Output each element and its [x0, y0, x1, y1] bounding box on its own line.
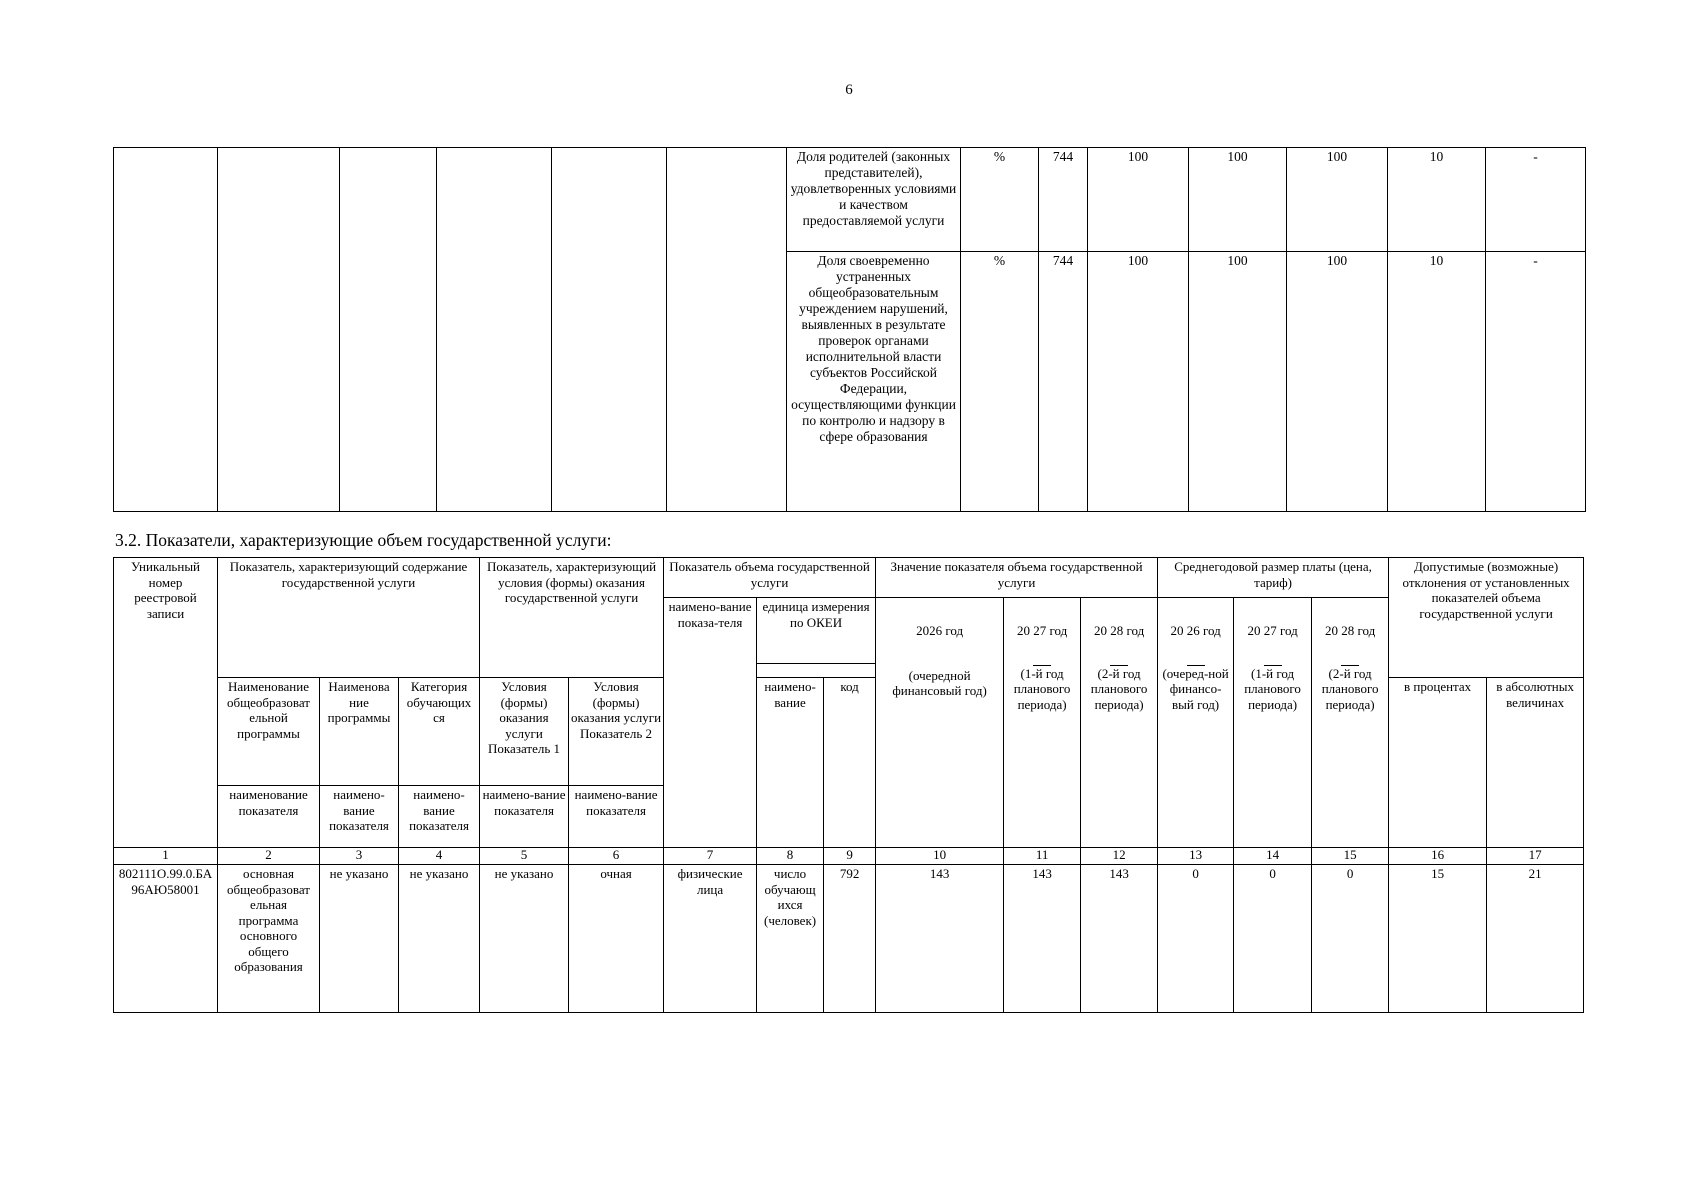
column-number: 5 [480, 848, 569, 865]
column-number: 2 [218, 848, 320, 865]
program-name: основная общеобразоват ельная программа основного общего образования [218, 865, 320, 1013]
header-row [114, 558, 1584, 598]
volume-indicators-table [113, 557, 1584, 1013]
indicator-value-2028: 100 [1287, 252, 1388, 512]
header-fee: Среднегодовой размер платы (цена, тариф) [1158, 558, 1389, 598]
indicator-deviation-pct: 10 [1388, 148, 1486, 252]
column-number: 4 [399, 848, 480, 865]
student-category: не указано [399, 865, 480, 1013]
indicator-unit: % [961, 148, 1039, 252]
header-deviation-absolute: в абсолютных величинах [1487, 678, 1584, 848]
indicator-okei: 744 [1039, 252, 1088, 512]
quality-indicators-table [113, 147, 1586, 512]
header-volume-unit: единица измерения по ОКЕИ [757, 598, 876, 664]
indicator-value-2027: 100 [1189, 148, 1287, 252]
header-year-2027: 20 27 год [1004, 598, 1081, 664]
header-indicator-name: наимено-вание показателя [480, 786, 569, 848]
deviation-absolute: 21 [1487, 865, 1584, 1013]
header-year-2027-note: (1-й год планового периода) [1004, 664, 1081, 848]
header-condition-2: Условия (формы) оказания услуги Показатель 2 [569, 678, 664, 786]
header-fee-year-2027-note: (1-й год планового периода) [1234, 664, 1312, 848]
column-number: 7 [664, 848, 757, 865]
value-2026: 143 [876, 865, 1004, 1013]
header-program: Наименова ние программы [320, 678, 399, 786]
empty-cell [340, 148, 437, 512]
fee-2028: 0 [1312, 865, 1389, 1013]
header-value-indicator: Значение показателя объема государственной услуги [876, 558, 1158, 598]
header-fee-year-2026-note: (очеред-ной финансо-вый год) [1158, 664, 1234, 848]
empty-cell [114, 148, 218, 512]
indicator-deviation-abs: - [1486, 148, 1586, 252]
column-number: 16 [1389, 848, 1487, 865]
header-deviation-percent: в процентах [1389, 678, 1487, 848]
header-student-category: Категория обучающих ся [399, 678, 480, 786]
header-indicator-name: наимено-вание показателя [399, 786, 480, 848]
header-fee-year-2028-note: (2-й год планового периода) [1312, 664, 1389, 848]
fee-2027: 0 [1234, 865, 1312, 1013]
header-year-2028: 20 28 год [1081, 598, 1158, 664]
indicator-deviation-pct: 10 [1388, 252, 1486, 512]
header-indicator-name: наимено-вание показателя [569, 786, 664, 848]
program: не указано [320, 865, 399, 1013]
column-number: 14 [1234, 848, 1312, 865]
value-2028: 143 [1081, 865, 1158, 1013]
header-year-2026: 2026 год [876, 598, 1004, 664]
column-number: 1 [114, 848, 218, 865]
header-volume-name: наимено-вание показа-теля [664, 598, 757, 848]
condition-2: очная [569, 865, 664, 1013]
value-2027: 143 [1004, 865, 1081, 1013]
empty-cell [437, 148, 552, 512]
column-number: 13 [1158, 848, 1234, 865]
header-content-indicator: Показатель, характеризующий содержание государственной услуги [218, 558, 480, 678]
registry-number: 802111О.99.0.БА96АЮ58001 [114, 865, 218, 1013]
indicator-value-2026: 100 [1088, 252, 1189, 512]
indicator-value-2026: 100 [1088, 148, 1189, 252]
header-indicator-name: наимено-вание показателя [320, 786, 399, 848]
header-deviations: Допустимые (возможные) отклонения от установленных показателей объема государственной услуги [1389, 558, 1584, 678]
column-number: 8 [757, 848, 824, 865]
table-row [114, 148, 1586, 252]
header-conditions-indicator: Показатель, характеризующий условия (формы) оказания государственной услуги [480, 558, 664, 678]
header-program-name: Наименование общеобразоват ельной программы [218, 678, 320, 786]
indicator-deviation-abs: - [1486, 252, 1586, 512]
page-number: 6 [845, 82, 853, 98]
header-year-2026-note: (очередной финансовый год) [876, 664, 1004, 848]
header-unit-name: наимено-вание [757, 678, 824, 848]
indicator-name: Доля родителей (законных представителей), удовлетворенных условиями и качеством предоставляемой услуги [787, 148, 961, 252]
condition-1: не указано [480, 865, 569, 1013]
header-condition-1: Условия (формы) оказания услуги Показатель 1 [480, 678, 569, 786]
fee-2026: 0 [1158, 865, 1234, 1013]
indicator-value-2028: 100 [1287, 148, 1388, 252]
section-title: 3.2. Показатели, характеризующие объем государственной услуги: [115, 530, 612, 550]
column-number: 6 [569, 848, 664, 865]
column-number: 11 [1004, 848, 1081, 865]
header-unique-number: Уникальный номер реестровой записи [114, 558, 218, 848]
column-number: 3 [320, 848, 399, 865]
column-number: 15 [1312, 848, 1389, 865]
header-unit-code: код [824, 678, 876, 848]
indicator-okei: 744 [1039, 148, 1088, 252]
unit-name: число обучающ ихся (человек) [757, 865, 824, 1013]
column-number: 9 [824, 848, 876, 865]
unit-code: 792 [824, 865, 876, 1013]
header-year-2028-note: (2-й год планового периода) [1081, 664, 1158, 848]
table-row [114, 865, 1584, 1013]
indicator-unit: % [961, 252, 1039, 512]
empty-cell [757, 664, 876, 678]
column-number: 17 [1487, 848, 1584, 865]
header-volume-indicator: Показатель объема государственной услуги [664, 558, 876, 598]
deviation-percent: 15 [1389, 865, 1487, 1013]
indicator-name: Доля своевременно устраненных общеобразовательным учреждением нарушений, выявленных в результате проверок органами исполнительной власти субъектов Российской Федерации, осуществляющими функции по контролю и надзору в сфере образования [787, 252, 961, 512]
empty-cell [218, 148, 340, 512]
empty-cell [667, 148, 787, 512]
volume-indicator-name: физические лица [664, 865, 757, 1013]
column-number: 10 [876, 848, 1004, 865]
header-fee-year-2026: 20 26 год [1158, 598, 1234, 664]
column-numbers-row [114, 848, 1584, 865]
header-fee-year-2028: 20 28 год [1312, 598, 1389, 664]
empty-cell [552, 148, 667, 512]
header-fee-year-2027: 20 27 год [1234, 598, 1312, 664]
indicator-value-2027: 100 [1189, 252, 1287, 512]
column-number: 12 [1081, 848, 1158, 865]
header-indicator-name: наименование показателя [218, 786, 320, 848]
